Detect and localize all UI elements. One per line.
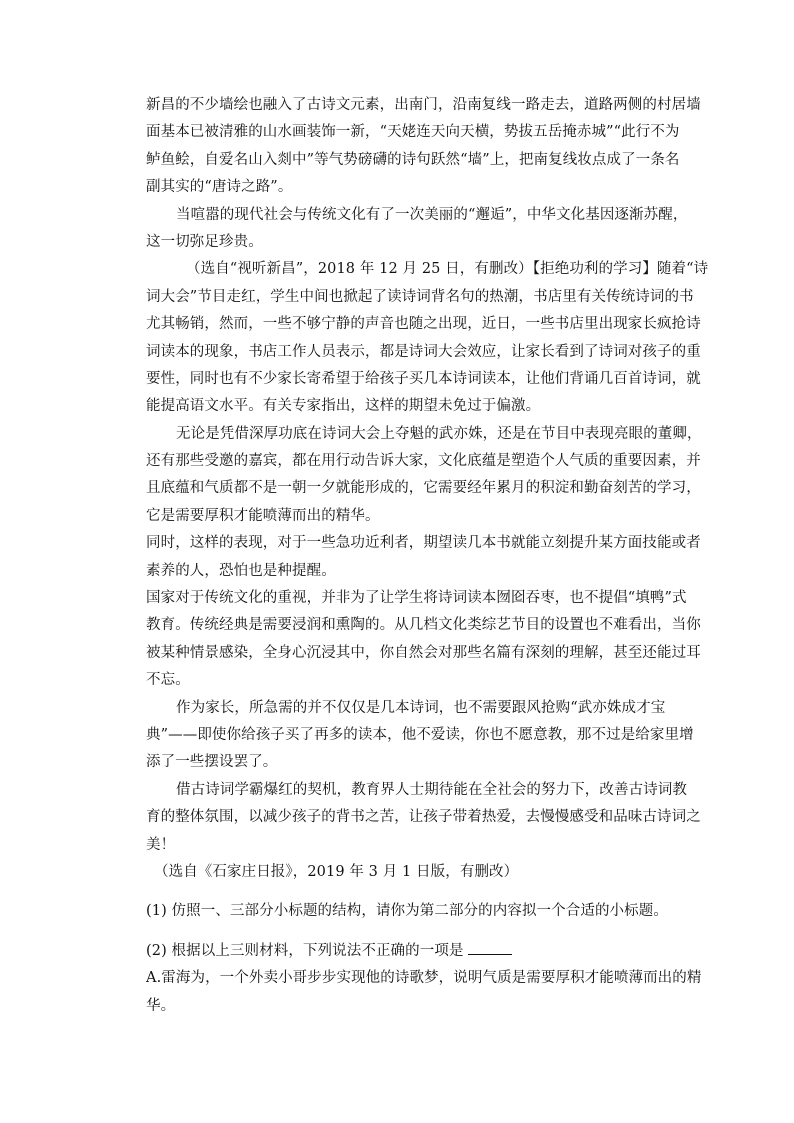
- text-line: 教育。传统经典是需要浸润和熏陶的。从几档文化类综艺节目的设置也不难看出，当你: [146, 617, 701, 634]
- text-line: 育的整体氛围，以减少孩子的背书之苦，让孩子带着热爱，去慢慢感受和品味古诗词之: [146, 809, 701, 826]
- text-line: 同时，这样的表现，对于一些急功近利者，期望读几本书就能立刻提升某方面技能或者: [146, 535, 701, 552]
- option-a-line-2: 华。: [146, 997, 176, 1014]
- text-line: 鲈鱼鲙，自爱名山入剡中”等气势磅礴的诗句跃然“墙”上，把南复线妆点成了一条名: [146, 151, 680, 168]
- text-line: 添了一些摆设罢了。: [146, 754, 278, 771]
- question-2-text: (2) 根据以上三则材料，下列说法不正确的一项是: [146, 942, 464, 959]
- text-line: 美！: [146, 836, 176, 853]
- text-line: 无论是凭借深厚功底在诗词大会上夺魁的武亦姝，还是在节目中表现亮眼的董卿，: [176, 425, 702, 442]
- text-line: 借古诗词学霸爆红的契机，教育界人士期待能在全社会的努力下，改善古诗词教: [176, 781, 687, 798]
- text-line: （选自“视听新昌”，2018 年 12 月 25 日，有删改）【拒绝功利的学习】随着“诗: [186, 261, 709, 278]
- text-line: 作为家长，所急需的并不仅仅是几本诗词，也不需要跟风抢购“武亦姝成才宝: [176, 699, 666, 716]
- text-line: 典”——即使你给孩子买了再多的读本，他不爱读，你也不愿意教，那不过是给家里增: [146, 726, 694, 743]
- text-line: 能提高语文水平。有关专家指出，这样的期望未免过于偏激。: [146, 398, 541, 415]
- text-line: 不忘。: [146, 672, 190, 689]
- source-citation: （选自《石家庄日报》，2019 年 3 月 1 日版，有删改）: [154, 863, 519, 880]
- text-line: 副其实的“唐诗之路”。: [146, 179, 293, 196]
- text-line: 被某种情景感染，全身心沉浸其中，你自然会对那些名篇有深刻的理解，甚至还能过耳: [146, 644, 701, 661]
- text-line: 面基本已被清雅的山水画装饰一新，“天姥连天向天横，势拔五岳掩赤城”“此行不为: [146, 124, 680, 141]
- text-line: 词读本的现象，书店工作人员表示，都是诗词大会效应，让家长看到了诗词对孩子的重: [146, 343, 701, 360]
- text-line: 当喧嚣的现代社会与传统文化有了一次美丽的“邂逅”，中华文化基因逐渐苏醒，: [176, 206, 688, 223]
- text-line: 新昌的不少墙绘也融入了古诗文元素，出南门，沿南复线一路走去，道路两侧的村居墙: [146, 97, 701, 113]
- text-line: 要性，同时也有不少家长寄希望于给孩子买几本诗词读本，让他们背诵几百首诗词，就: [146, 370, 701, 387]
- text-line: 素养的人，恐怕也是种提醒。: [146, 562, 336, 579]
- document-page: [146, 92, 709, 1020]
- question-1: (1) 仿照一、三部分小标题的结构，请你为第二部分的内容拟一个合适的小标题。: [146, 903, 668, 920]
- text-line: 词大会”节目走红，学生中间也掀起了读诗词背名句的热潮，书店里有关传统诗词的书: [146, 288, 694, 305]
- text-line: 这一切弥足珍贵。: [146, 233, 263, 250]
- text-line: 它是需要厚积才能喷薄而出的精华。: [146, 507, 380, 524]
- text-line: 国家对于传统文化的重视，并非为了让学生将诗词读本囫囵吞枣，也不提倡“填鸭”式: [146, 590, 687, 607]
- option-a-line-1: A.雷海为，一个外卖小哥步步实现他的诗歌梦，说明气质是需要厚积才能喷薄而出的精: [146, 970, 702, 987]
- text-line: 且底蕴和气质都不是一朝一夕就能形成的，它需要经年累月的积淀和勤奋刻苦的学习，: [146, 480, 701, 497]
- text-line: 还有那些受邀的嘉宾，都在用行动告诉大家，文化底蕴是塑造个人气质的重要因素，并: [146, 453, 701, 470]
- question-2: [146, 938, 686, 965]
- text-line: 尤其畅销，然而，一些不够宁静的声音也随之出现，近日，一些书店里出现家长疯抢诗: [146, 316, 701, 333]
- answer-blank: [468, 940, 512, 955]
